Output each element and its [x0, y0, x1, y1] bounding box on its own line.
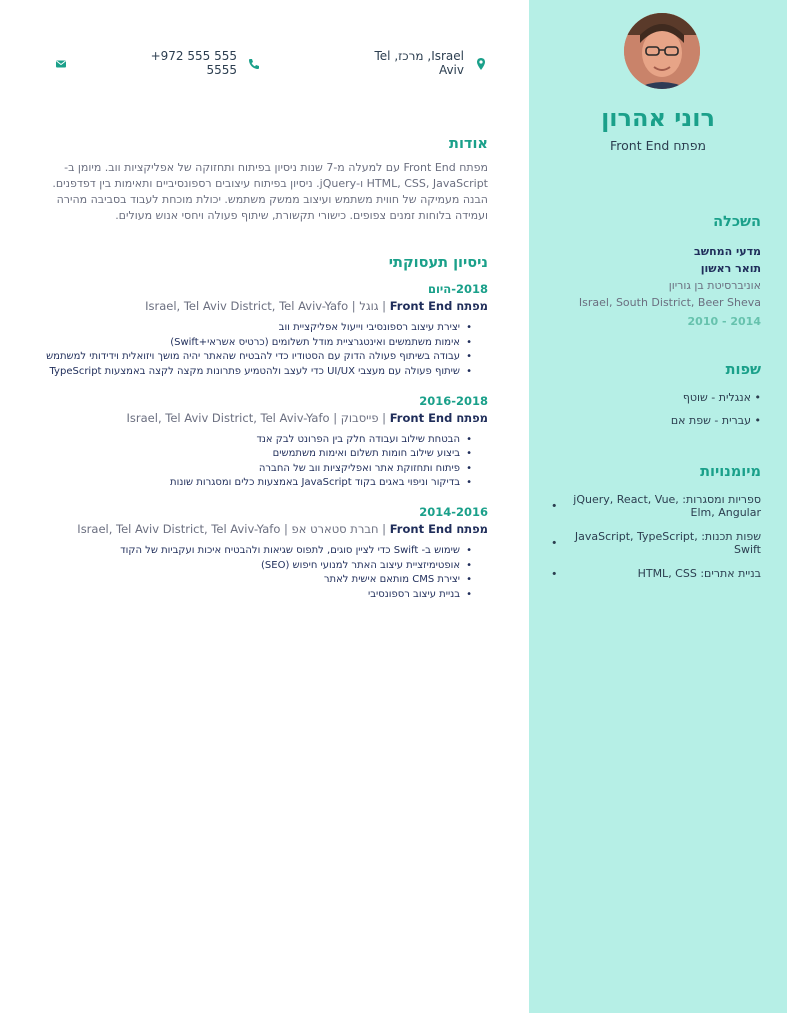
job-bullet: • בניית עיצוב רספונסיבי — [44, 588, 472, 602]
job-bullet: • יצירת CMS מותאם אישית לאתר — [44, 573, 472, 587]
job-bullet: • פיתוח ותחזוקת אתר ואפליקציות ווב של החברה — [44, 462, 472, 476]
sidebar — [529, 0, 787, 1013]
job-company: פייסבוק — [340, 410, 379, 425]
skill-item: • בניית אתרים: HTML, CSS — [551, 567, 761, 580]
avatar — [624, 13, 700, 89]
language-item: • אנגלית - שוטף — [551, 391, 761, 404]
education-section — [551, 214, 761, 330]
language-item: • עברית - שפת אם — [551, 414, 761, 427]
job-bullet: • אימות משתמשים ואינטגרציית מודל תשלומים (כרטיס אשראי+Swift) — [44, 336, 472, 350]
education-heading: השכלה — [713, 214, 761, 230]
job-bullets — [44, 433, 488, 491]
education-location: Israel, South District, Beer Sheva — [578, 296, 761, 309]
job-entry — [44, 281, 488, 379]
profile-name: רוני אהרון — [601, 104, 715, 132]
job-bullet: • הבטחת שילוב ועבודה חלק בין הפרונט לבק אנד — [44, 433, 472, 447]
contact-phone-text: +972 555 555 5555 — [150, 49, 237, 77]
about-heading: אודות — [449, 136, 488, 152]
experience-heading: ניסיון תעסוקתי — [388, 255, 488, 271]
contact-location — [374, 49, 488, 77]
job-location: Israel, Tel Aviv District, Tel Aviv-Yafo — [77, 522, 281, 536]
job-entry — [44, 393, 488, 491]
job-location: Israel, Tel Aviv District, Tel Aviv-Yafo — [145, 299, 349, 313]
avatar-photo — [624, 13, 700, 89]
profile-title: מפתח Front End — [609, 138, 706, 153]
skill-item: • ספריות ומסגרות: jQuery, React, Vue, Elm, Angular — [551, 493, 761, 519]
education-dates: 2010 - 2014 — [687, 315, 761, 328]
experience-section — [44, 255, 488, 616]
about-text: מפתח Front End עם למעלה מ-7 שנות ניסיון בפיתוח ותחזוקה של אפליקציות ווב. מיומן ב-HTML, CSS, JavaScript ו-jQuery. ניסיון בפיתוח עיצובים רספונסיביים ותאימות בין דפדפנים. הבנה מעמיקה של חווית משתמש ועיצוב ממשק משתמש. יכולת מוכחת לעבוד בסביבה מהירה ועמידה בלוחות זמנים צפופים. כישורי תקשורת, שיתוף פעולה ויחסי אנוש מעולים. — [52, 161, 488, 222]
job-header: מפתח Front End | גוגל | Israel, Tel Aviv District, Tel Aviv-Yafo — [145, 299, 488, 313]
languages-list — [551, 391, 761, 427]
education-school: אוניברסיטת בן גוריון — [668, 279, 761, 292]
skill-item: • שפות תכנות: JavaScript, TypeScript, Swift — [551, 530, 761, 556]
job-bullet: • עבודה בשיתוף פעולה הדוק עם הסטודיו כדי להבטיח שהאתר יהיה מושך ויזואלית וידידותי למשתמש — [44, 350, 472, 364]
job-entry — [44, 504, 488, 602]
envelope-icon — [54, 56, 68, 70]
education-field: מדעי המחשב — [694, 245, 761, 258]
contact-email[interactable] — [44, 56, 68, 70]
job-company: גוגל — [359, 299, 379, 313]
job-bullet: • בדיקור וניפוי באגים בקוד JavaScript באמצעות כלים ומסגרות שונות — [44, 476, 472, 490]
skills-section — [551, 464, 761, 591]
skills-list — [551, 493, 761, 580]
contact-phone[interactable] — [141, 49, 261, 77]
job-role: מפתח Front End — [389, 410, 488, 425]
phone-icon — [247, 56, 261, 70]
job-header: מפתח Front End | פייסבוק | Israel, Tel Aviv District, Tel Aviv-Yafo — [126, 410, 488, 425]
job-dates: 2018-היום — [427, 282, 488, 296]
job-role: מפתח Front End — [389, 522, 488, 536]
job-bullets — [44, 544, 488, 602]
languages-heading: שפות — [725, 362, 761, 378]
map-pin-icon — [474, 56, 488, 70]
contact-bar — [44, 44, 488, 82]
education-degree: תואר ראשון — [700, 262, 761, 275]
skills-heading: מיומנויות — [700, 464, 761, 480]
job-bullet: • אופטימיזציית עיצוב האתר למנועי חיפוש (SEO) — [44, 559, 472, 573]
job-dates: 2014-2016 — [419, 505, 488, 519]
about-section — [44, 136, 488, 224]
job-bullet: • שימוש ב- Swift כדי לציין סוגים, לתפוס שגיאות ולהבטיח איכות ועקביות של הקוד — [44, 544, 472, 558]
job-role: מפתח Front End — [389, 299, 488, 313]
job-bullet: • שיתוף פעולה עם מעצבי UI/UX כדי לעצב ולהטמיע פתרונות מקצה לקצה באמצעות TypeScript — [44, 365, 472, 379]
job-bullets — [44, 321, 488, 379]
job-company: חברת סטארט אפ — [291, 522, 379, 536]
languages-section — [551, 362, 761, 437]
job-header: מפתח Front End | חברת סטארט אפ | Israel, Tel Aviv District, Tel Aviv-Yafo — [77, 522, 488, 536]
job-bullet: • יצירת עיצוב רספונסיבי וייעול אפליקציית ווב — [44, 321, 472, 335]
job-location: Israel, Tel Aviv District, Tel Aviv-Yafo — [126, 410, 330, 425]
job-dates: 2016-2018 — [419, 393, 488, 408]
job-bullet: • ביצוע שילוב חומות תשלום ואימות משתמשים — [44, 447, 472, 461]
contact-location-text: Israel, מרכז, Tel Aviv — [374, 49, 464, 77]
